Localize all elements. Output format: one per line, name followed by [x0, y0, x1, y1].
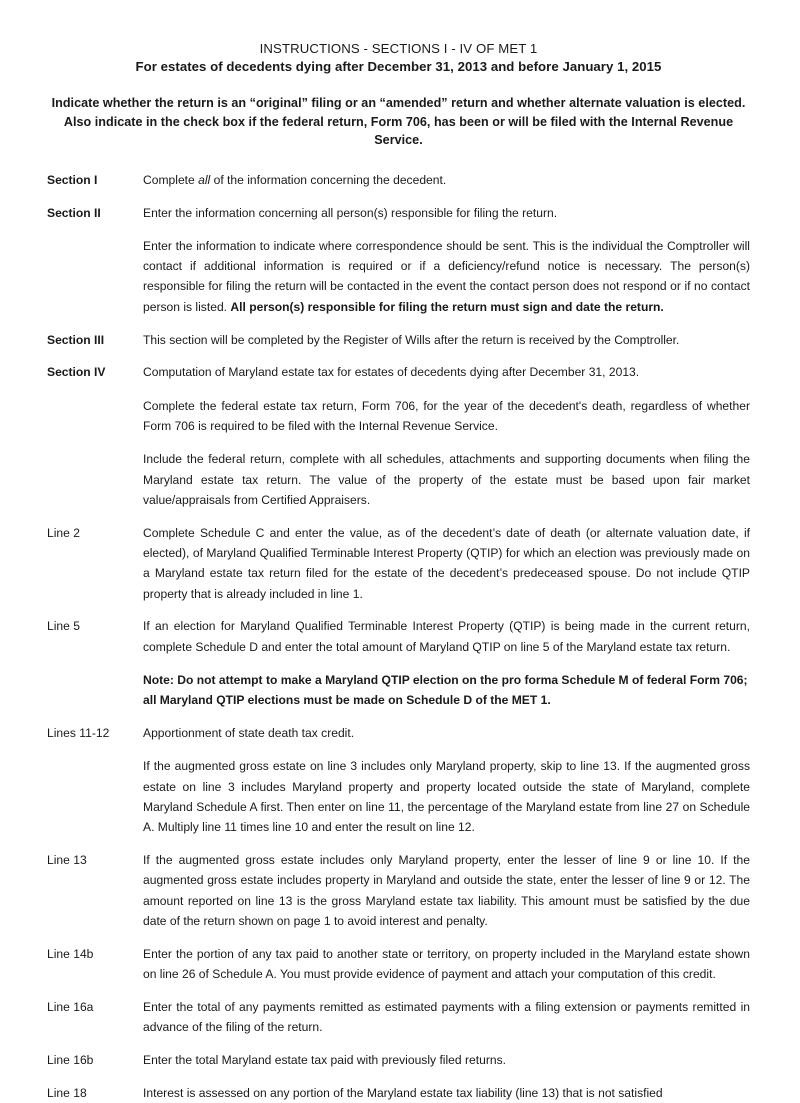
entry-body [143, 1050, 750, 1070]
page-subtitle: For estates of decedents dying after December 31, 2013 and before January 1, 2015 [135, 59, 662, 74]
entry-label: Section IV [47, 365, 106, 380]
text-run: Enter the total Maryland estate tax paid with previously filed returns. [143, 1052, 506, 1067]
entry-paragraph [143, 944, 750, 985]
entry-paragraph [143, 850, 750, 931]
entry-paragraph [143, 670, 750, 711]
entry-label: Line 13 [47, 853, 87, 867]
entry-body [143, 362, 750, 510]
text-run: Complete [143, 172, 199, 187]
text-run: Computation of Maryland estate tax for estates of decedents dying after December 31, 2013. [143, 365, 640, 380]
entry-paragraph [143, 723, 750, 743]
entry-label: Lines 11-12 [47, 726, 110, 741]
entry-label: Line 5 [47, 619, 80, 634]
entry-body [143, 523, 750, 604]
text-run: Interest is assessed on any portion of the Maryland estate tax liability (line 13) that is not satisfied [143, 1085, 663, 1100]
document-title-block [47, 40, 750, 76]
text-run: Note: Do not attempt to make a Maryland QTIP election on the pro forma Schedule M of federal Form 706; all Maryland QTIP elections must be made on Schedule D of the MET 1. [143, 672, 748, 708]
text-run: Include the federal return, complete with all schedules, attachments and supporting documents when filing the Maryland estate tax return. The value of the property of the estate must be based upon fair market value/appraisals from Certified Appraisers. [143, 452, 750, 507]
text-run: If the augmented gross estate on line 3 includes only Maryland property, skip to line 13. If the augmented gross estate on line 3 includes Maryland property and property located outside the state of Maryland, complete Maryland Schedule A first. Then enter on line 11, the percentage of the Maryland estate from line 27 on Schedule A. Multiply line 11 times line 10 and enter the result on line 12. [143, 759, 750, 835]
entry-body [143, 1083, 750, 1103]
entry-paragraph [143, 170, 750, 190]
entry-body [143, 944, 750, 985]
text-run: of the information concerning the decedent. [210, 172, 447, 187]
instruction-entry [47, 523, 750, 604]
instruction-entry [47, 616, 750, 710]
entry-paragraph [143, 756, 750, 837]
entry-label: Section II [47, 205, 101, 220]
text-run: If an election for Maryland Qualified Terminable Interest Property (QTIP) is being made in the current return, complete Schedule D and enter the total amount of Maryland QTIP on line 5 of the Maryland estate tax return. [143, 619, 750, 654]
entry-label: Line 16b [47, 1052, 94, 1067]
text-run: All person(s) responsible for filing the return must sign and date the return. [230, 299, 664, 314]
text-run: Apportionment of state death tax credit. [143, 726, 355, 741]
intro-paragraph: Indicate whether the return is an “original” filing or an “amended” return and whether alternate valuation is elected. Also indicate in the check box if the federal return, Form 706, has been or will be filed with the Internal Revenue Service. [51, 96, 746, 148]
entry-body [143, 850, 750, 931]
entry-paragraph [143, 997, 750, 1038]
entry-body [143, 616, 750, 710]
text-run: Enter the total of any payments remitted as estimated payments with a filing extension or payments remitted in advance of the filing of the return. [143, 999, 750, 1035]
instruction-entry [47, 850, 750, 931]
entry-paragraph [143, 330, 750, 350]
instruction-entry [47, 944, 750, 985]
page-title: INSTRUCTIONS - SECTIONS I - IV OF MET 1 [259, 41, 538, 56]
entry-paragraph [143, 236, 750, 317]
entry-paragraph [143, 523, 750, 604]
entry-label: Section I [47, 172, 98, 187]
text-run: Complete Schedule C and enter the value, as of the decedent’s date of death (or alternate valuation date, if elected), of Maryland Qualified Terminable Interest Property (QTIP) for which an election was previously made on a Maryland estate tax return filed for the estate of the decedent’s predeceased spouse. Do not include QTIP property that is already included in line 1. [143, 525, 750, 601]
entry-paragraph [143, 396, 750, 437]
instruction-entry [47, 203, 750, 317]
instruction-entry [47, 1050, 750, 1070]
text-run: If the augmented gross estate includes only Maryland property, enter the lesser of line 9 or line 10. If the augmented gross estate includes property in Maryland and outside the state, enter the lesser of line 9 or 12. The amount reported on line 13 is the gross Maryland estate tax liability. This amount must be satisfied by the due date of the return shown on page 1 to avoid interest and penalty. [143, 853, 750, 928]
text-run: all [198, 172, 211, 187]
text-run: Enter the information to indicate where correspondence should be sent. This is the individual the Comptroller will contact if additional information is required or if a deficiency/refund notice is necessary. The person(s) responsible for filing the return will be contacted in the event the contact person does not respond or if no contact person is listed. [143, 238, 750, 314]
entry-paragraph [143, 203, 750, 223]
entry-label: Section III [47, 332, 105, 347]
entry-label: Line 2 [47, 525, 80, 540]
text-run: Complete the federal estate tax return, Form 706, for the year of the decedent's death, regardless of whether Form 706 is required to be filed with the Internal Revenue Service. [143, 398, 750, 433]
instruction-entry [47, 723, 750, 837]
instruction-entry [47, 170, 750, 190]
entry-body [143, 997, 750, 1038]
text-run: This section will be completed by the Register of Wills after the return is received by the Comptroller. [143, 332, 680, 347]
instruction-entry [47, 1083, 750, 1103]
text-run: Enter the information concerning all person(s) responsible for filing the return. [143, 205, 558, 220]
entry-label: Line 18 [47, 1085, 87, 1100]
entry-paragraph [143, 1050, 750, 1070]
entry-body [143, 330, 750, 350]
entry-paragraph [143, 616, 750, 657]
instruction-entry [47, 330, 750, 350]
instruction-entry [47, 362, 750, 510]
instruction-entry-list [47, 170, 750, 1103]
instruction-entry [47, 997, 750, 1038]
entry-label: Line 16a [47, 999, 94, 1014]
entry-body [143, 203, 750, 317]
entry-label: Line 14b [47, 946, 94, 961]
entry-body [143, 170, 750, 190]
entry-paragraph [143, 362, 750, 382]
entry-paragraph [143, 1083, 750, 1103]
entry-paragraph [143, 449, 750, 510]
entry-body [143, 723, 750, 837]
text-run: Enter the portion of any tax paid to another state or territory, on property included in the Maryland estate shown on line 26 of Schedule A. You must provide evidence of payment and attach your computation of this credit. [143, 946, 750, 981]
